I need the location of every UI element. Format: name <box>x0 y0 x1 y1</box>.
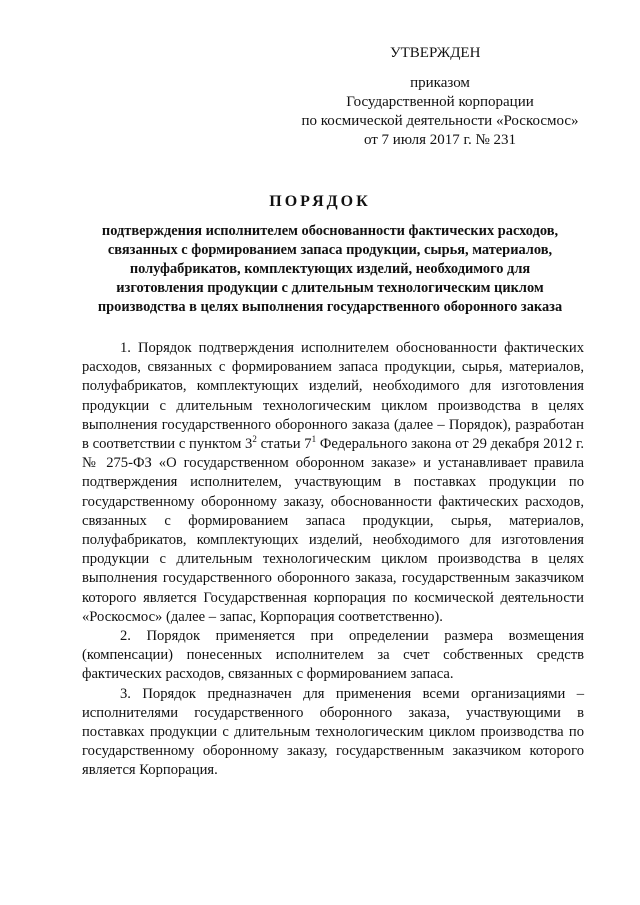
approval-stamp <box>290 44 590 150</box>
subtitle-line: производства в целях выполнения государственного оборонного заказа <box>97 299 563 315</box>
approval-line: от 7 июля 2017 г. № 231 <box>363 132 517 148</box>
document-title: ПОРЯДОК <box>269 193 371 210</box>
paragraph-1-text-a: 1. Порядок подтверждения исполнителем обоснованности фактических расходов, связанных с формированием запаса продукции, сырья, материалов, полуфабрикатов, комплектующих изделий, необходимого для изготовления продукции с длительным технологическим циклом производства в целях выполнения государственного оборонного заказа (далее – Порядок), разработан в соответствии с пунктом 3 <box>82 340 584 453</box>
paragraph-1 <box>82 339 584 627</box>
superscript: 1 <box>311 434 317 445</box>
paragraph-1-text-c: Федерального закона от 29 декабря 2012 г. № 275-ФЗ «О государственном оборонном заказе» и устанавливает правила подтверждения исполнителем, участвующим в поставках продукции по государственному оборонному заказу, обоснованности фактических расходов, связанных с формированием запаса продукции, сырья, материалов, полуфабрикатов, комплектующих изделий, необходимого для изготовления продукции с длительным технологическим циклом производства в целях выполнения государственного оборонного заказа, государственным заказчиком которого является Государственная корпорация по космической деятельности «Роскосмос» (далее – запас, Корпорация соответственно). <box>82 436 584 625</box>
approval-line: Государственной корпорации <box>346 94 534 110</box>
superscript: 2 <box>252 434 257 445</box>
document-subtitle <box>80 222 580 317</box>
approval-line: по космической деятельности «Роскосмос» <box>301 113 579 129</box>
document-body <box>82 339 584 781</box>
paragraph-2: 2. Порядок применяется при определении размера возмещения (компенсации) понесенных исполнителем за счет собственных средств фактических расходов, связанных с формированием запаса. <box>82 628 584 683</box>
paragraph-3: 3. Порядок предназначен для применения всеми организациями – исполнителями государственного оборонного заказа, участвующими в поставках продукции с длительным технологическим циклом производства по государственному оборонному заказу, государственным заказчиком которого является Корпорация. <box>82 685 584 779</box>
subtitle-line: полуфабрикатов, комплектующих изделий, необходимого для <box>129 261 531 277</box>
approval-heading: УТВЕРЖДЕН <box>390 45 481 61</box>
paragraph-1-text-b: статьи 7 <box>256 436 312 453</box>
subtitle-line: подтверждения исполнителем обоснованности фактических расходов, <box>101 223 559 239</box>
subtitle-line: связанных с формированием запаса продукции, сырья, материалов, <box>107 242 553 258</box>
subtitle-line: изготовления продукции с длительным технологическим циклом <box>116 280 544 296</box>
approval-line: приказом <box>410 75 470 91</box>
